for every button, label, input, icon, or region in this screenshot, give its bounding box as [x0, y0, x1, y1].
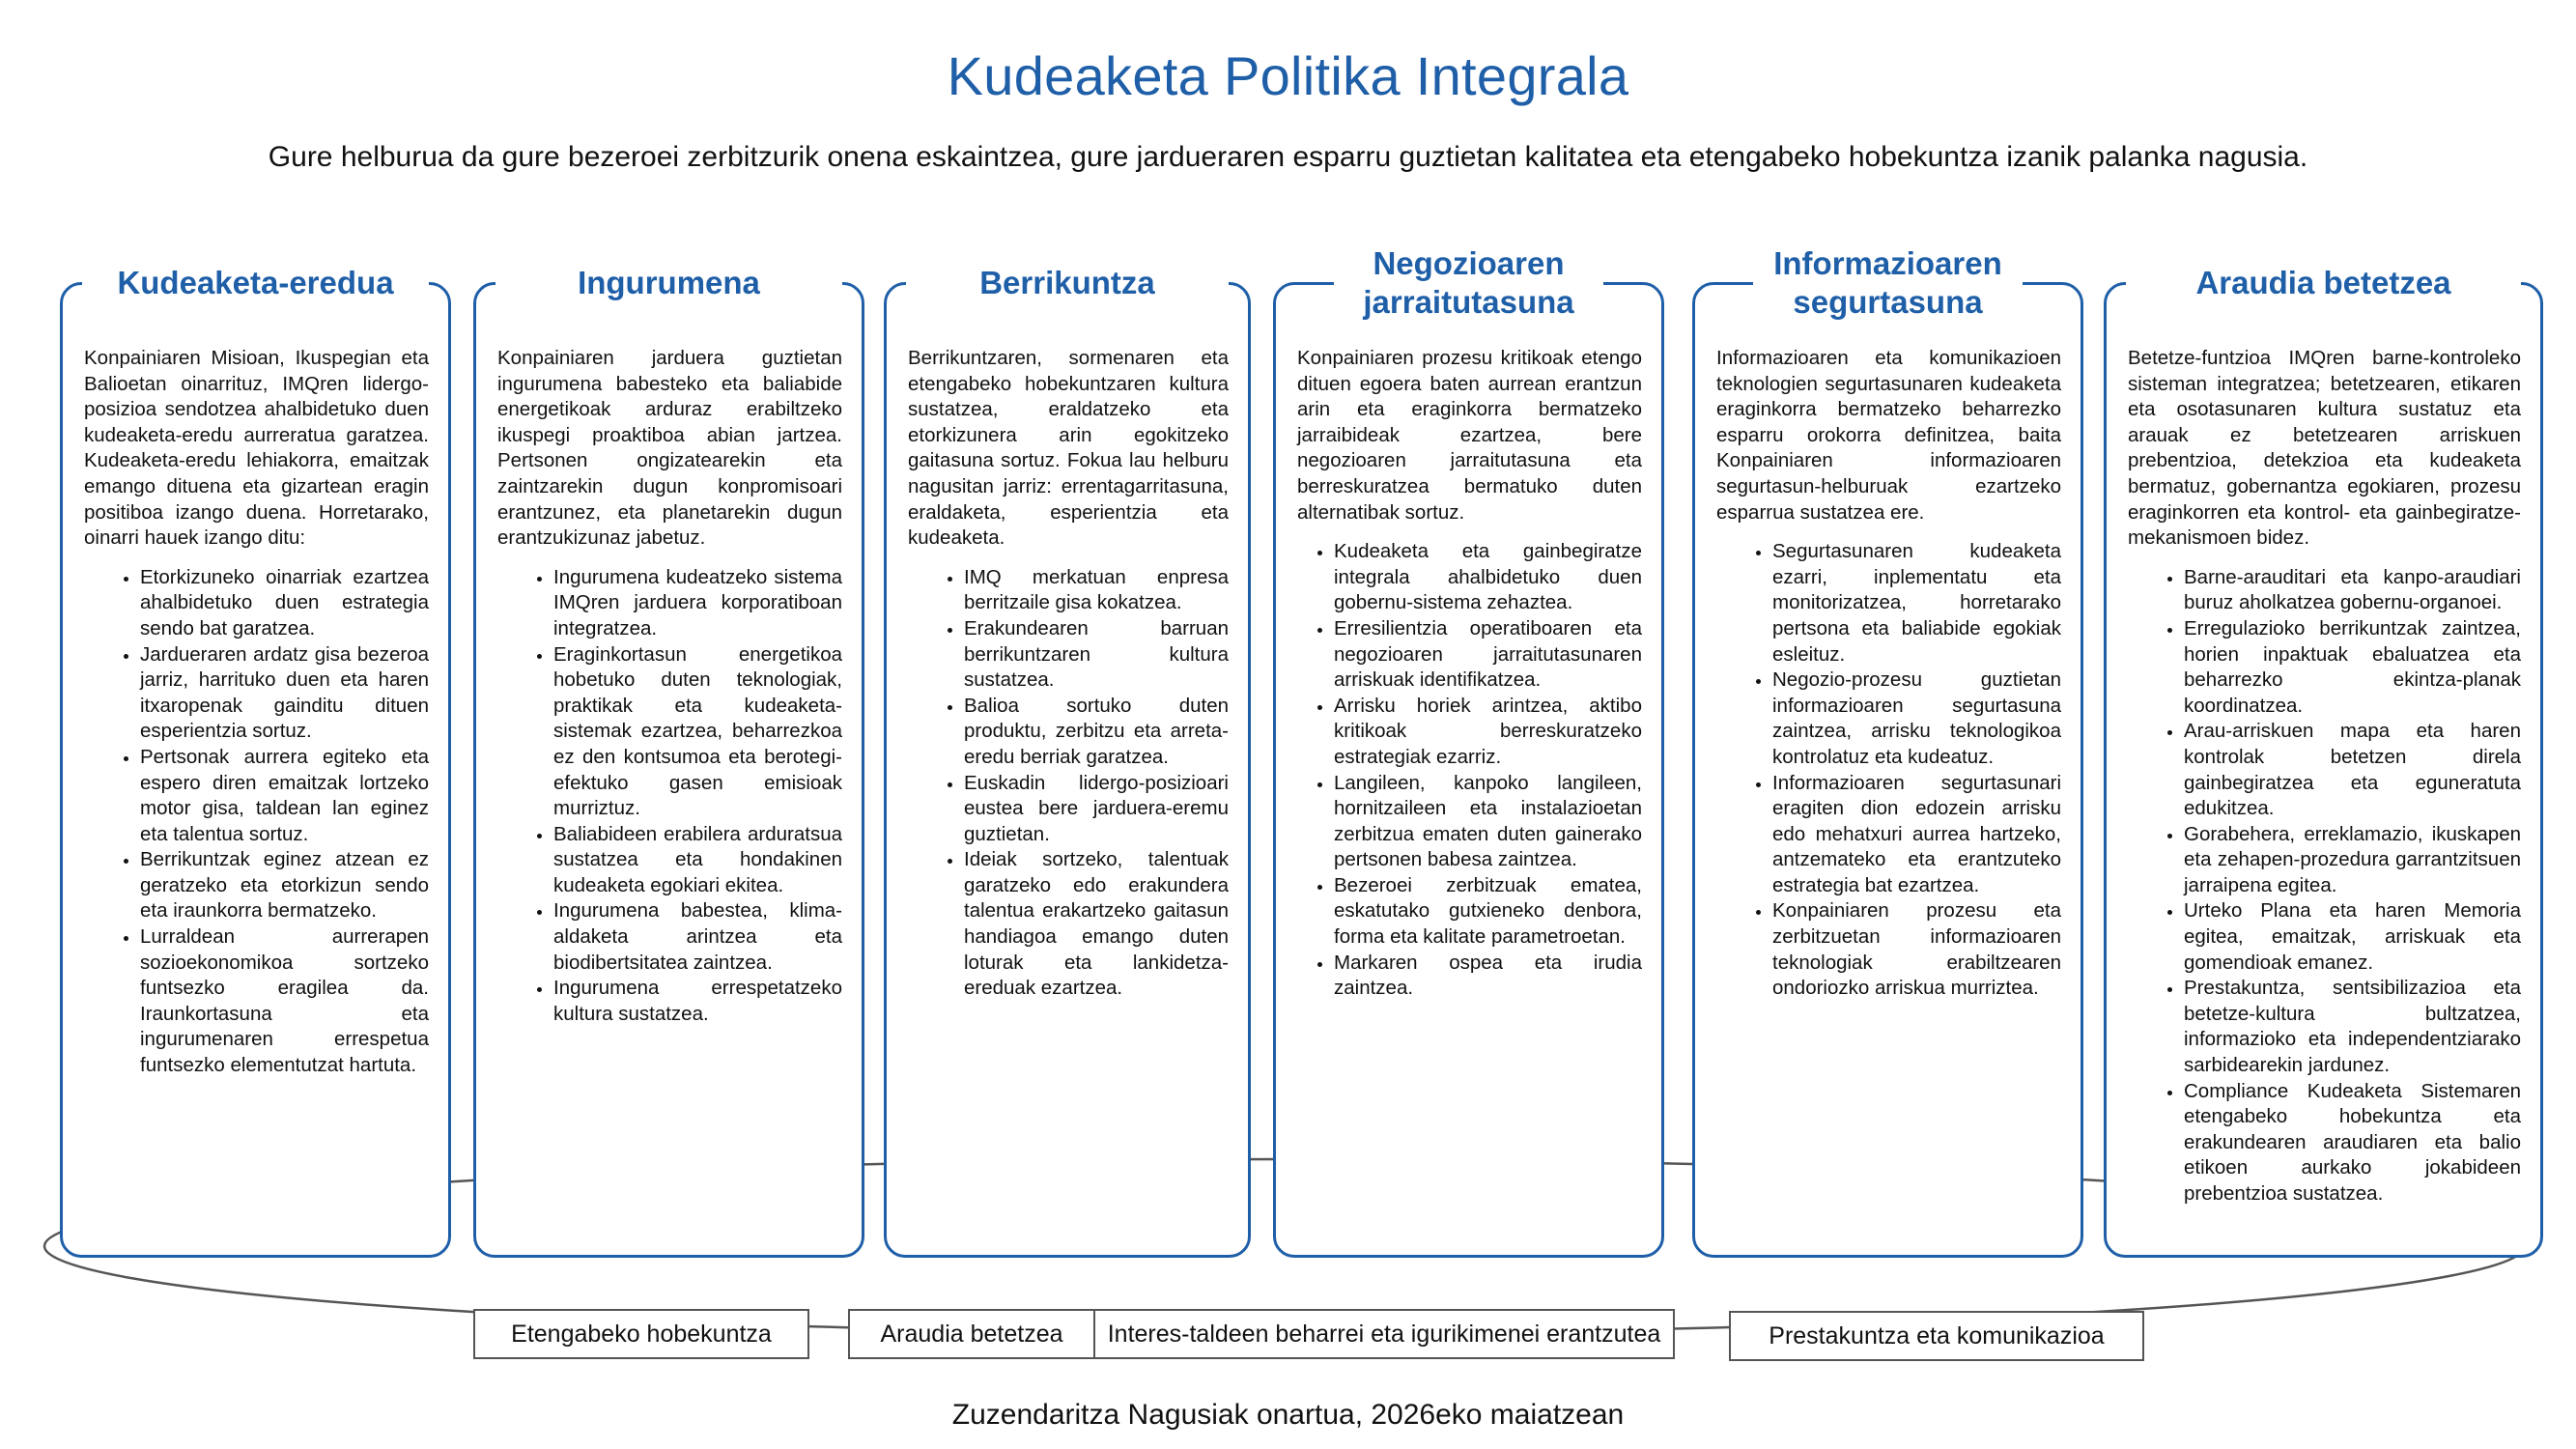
approval-footer: Zuzendaritza Nagusiak onartua, 2026eko maiatzean: [951, 1399, 1625, 1431]
column-kudeaketa-eredua: [60, 265, 451, 1258]
column-list: [1297, 539, 1642, 1002]
column-body: [908, 346, 1229, 1002]
list-item: • Barne-arauditari eta kanpo-araudiari buruz aholkatzea gobernu-organoei.: [2184, 565, 2521, 616]
list-item: • Euskadin lidergo-posizioari eustea bere jarduera-eremu guztietan.: [964, 771, 1229, 848]
column-ingurumena: [473, 265, 864, 1258]
column-heading: Berrikuntza: [906, 239, 1229, 327]
list-item: • Baliabideen erabilera arduratsua sustatzea eta hondakinen kudeaketa egokiari ekitea.: [553, 822, 842, 899]
list-item: • Segurtasunaren kudeaketa ezarri, inplementatu eta monitorizatzea, horretarako pertsona eta baliabide egokiak esleituz.: [1772, 539, 2061, 668]
column-intro: Berrikuntzaren, sormenaren eta etengabeko hobekuntzaren kultura sustatzea, eraldatzeko eta etorkizunera arin egokitzeko gaitasuna sortuz. Fokua lau helburu nagusitan jarriz: errentagarritasuna, eraldaketa, esperientzia eta kudeaketa.: [908, 347, 1229, 550]
principle-box-araudia-betetzea: Araudia betetzea: [848, 1309, 1095, 1359]
column-list: [1716, 539, 2061, 1002]
column-heading: Informazioaren segurtasuna: [1753, 239, 2023, 327]
column-intro: Informazioaren eta komunikazioen teknologien segurtasunaren kudeaketa eraginkorra bermatzeko beharrezko esparru orokorra definitzea, baita Konpainiaren informazioaren segurtasun-helburuak ezartzeko esparrua sustatzea ere.: [1716, 347, 2061, 524]
list-item: • Pertsonak aurrera egiteko eta espero diren emaitzak lortzeko motor gisa, taldean lan eginez eta talentua sortuz.: [140, 745, 429, 847]
list-item: • Ingurumena errespetatzeko kultura sustatzea.: [553, 976, 842, 1027]
list-item: • Ingurumena kudeatzeko sistema IMQren jarduera korporatiboan integratzea.: [553, 565, 842, 642]
list-item: • Erresilientzia operatiboaren eta negozioaren jarraitutasunaren arriskuak identifikatzea.: [1334, 616, 1642, 694]
list-item: • Eraginkortasun energetikoa hobetuko duten teknologiak, praktikak eta kudeaketa-sistemak ezartzea, beharrezkoa ez den kontsumoa eta berotegi-efektuko gasen emisioak murriztuz.: [553, 642, 842, 822]
list-item: • Berrikuntzak eginez atzean ez geratzeko eta etorkizun sendo eta iraunkorra bermatzeko.: [140, 847, 429, 924]
column-body: [84, 346, 429, 1079]
principle-box-interes-taldeak: Interes-taldeen beharrei eta igurikimenei erantzutea: [1093, 1309, 1675, 1359]
list-item: • Markaren ospea eta irudia zaintzea.: [1334, 951, 1642, 1002]
list-item: • Compliance Kudeaketa Sistemaren etengabeko hobekuntza eta erakundearen araudiaren eta balio etikoen aurkako jokabideen prebentzioa sustatzea.: [2184, 1079, 2521, 1208]
column-araudia-betetzea: [2104, 265, 2543, 1258]
list-item: • Informazioaren segurtasunari eragiten dion edozein arrisku edo mehatxuri aurrea hartzeko, antzemateko eta erantzuteko estrategia bat ezartzea.: [1772, 771, 2061, 899]
list-item: • Gorabehera, erreklamazio, ikuskapen eta zehapen-prozedura garrantzitsuen jarraipena egitea.: [2184, 822, 2521, 899]
list-item: • Balioa sortuko duten produktu, zerbitzu eta arreta-eredu berriak garatzea.: [964, 694, 1229, 771]
column-heading: Negozioaren jarraitutasuna: [1334, 239, 1603, 327]
column-heading: Ingurumena: [495, 239, 842, 327]
page-subtitle: Gure helburua da gure bezeroei zerbitzurik onena eskaintzea, gure jardueraren esparru guztietan kalitatea eta etengabeko hobekuntza izanik palanka nagusia.: [268, 141, 2308, 173]
principle-box-prestakuntza: Prestakuntza eta komunikazioa: [1729, 1311, 2144, 1361]
column-body: [1716, 346, 2061, 1002]
column-negozioaren-jarraitutasuna: [1273, 245, 1664, 1258]
list-item: • Konpainiaren prozesu eta zerbitzuetan informazioaren teknologiak erabiltzearen ondoriozko arriskua murriztea.: [1772, 898, 2061, 1001]
list-item: • Ideiak sortzeko, talentuak garatzeko edo erakundera talentua erakartzeko gaitasun handiagoa emango duten loturak eta lankidetza-ereduak ezartzea.: [964, 847, 1229, 1002]
column-heading: Kudeaketa-eredua: [82, 239, 429, 327]
list-item: • Prestakuntza, sentsibilizazioa eta betetze-kultura bultzatzea, informazioko eta independentziarako sarbidearekin jardunez.: [2184, 976, 2521, 1078]
list-item: • Etorkizuneko oinarriak ezartzea ahalbidetuko duen estrategia sendo bat garatzea.: [140, 565, 429, 642]
column-list: [84, 565, 429, 1079]
list-item: • Jarduerаren ardatz gisa bezeroa jarriz, harrituko duen eta haren itxaropenak gainditu dituen esperientzia sortuz.: [140, 642, 429, 745]
list-item: • Negozio-prozesu guztietan informazioaren segurtasuna zaintzea, arrisku teknologikoa kontrolatuz eta kudeatuz.: [1772, 668, 2061, 770]
column-heading: Araudia betetzea: [2126, 239, 2521, 327]
list-item: • Arau-arriskuen mapa eta haren kontrolak betetzen direla gainbegiratzea eta eguneratuta edukitzea.: [2184, 719, 2521, 821]
column-list: [908, 565, 1229, 1002]
list-item: • Lurraldean aurrerapen sozioekonomikoa sortzeko funtsezko eragilea da. Iraunkortasuna eta ingurumenaren errespetua funtsezko elementutzat hartuta.: [140, 924, 429, 1079]
column-list: [2128, 565, 2521, 1208]
column-intro: Konpainiaren Misioan, Ikuspegian eta Balioetan oinarrituz, IMQren lidergo-posizioa sendotzea ahalbidetuko duen kudeaketa-eredu aurreratua garatzea. Kudeaketa-eredu lehiakorra, emaitzak emango dituena eta gizartean eragin positiboa izango duena. Horretarako, oinarri hauek izango ditu:: [84, 347, 429, 550]
list-item: • Arrisku horiek arintzea, aktibo kritikoak berreskuratzeko estrategiak ezarriz.: [1334, 694, 1642, 771]
list-item: • Langileen, kanpoko langileen, hornitzaileen eta instalazioetan zerbitzua ematen duten gainerako pertsonen babesa zaintzea.: [1334, 771, 1642, 873]
column-informazioaren-segurtasuna: [1692, 245, 2083, 1258]
column-berrikuntza: [884, 265, 1251, 1258]
column-list: [497, 565, 842, 1028]
list-item: • Erregulazioko berrikuntzak zaintzea, horien inpaktuak ebaluatzea eta beharrezko ekintza-planak koordinatzea.: [2184, 616, 2521, 719]
column-body: [497, 346, 842, 1027]
principle-box-etengabeko-hobekuntza: Etengabeko hobekuntza: [473, 1309, 809, 1359]
column-body: [2128, 346, 2521, 1208]
column-intro: Konpainiaren prozesu kritikoak etengo dituen egoera baten aurrean erantzun arin eta eraginkorra bermatzeko jarraibideak ezartzea, bere negozioaren jarraitutasuna eta berreskuratzea bermatuko duten alternatibak sortuz.: [1297, 347, 1642, 524]
column-intro: Konpainiaren jarduera guztietan ingurumena babesteko eta baliabide energetikoak arduraz erabiltzeko ikuspegi proaktiboa abian jartzea. Pertsonen ongizatearekin eta zaintzarekin dugun konpromisoari erantzunez, eta planetarekin dugun erantzukizunaz jabetuz.: [497, 347, 842, 550]
page-title: Kudeaketa Politika Integrala: [947, 45, 1629, 106]
list-item: • Ingurumena babestea, klima-aldaketa arintzea eta biodibertsitatea zaintzea.: [553, 898, 842, 976]
list-item: • Kudeaketa eta gainbegiratze integrala ahalbidetuko duen gobernu-sistema zehaztea.: [1334, 539, 1642, 616]
list-item: • Erakundearen barruan berrikuntzaren kultura sustatzea.: [964, 616, 1229, 694]
list-item: • Bezeroei zerbitzuak ematea, eskatutako gutxieneko denbora, forma eta kalitate parametroetan.: [1334, 873, 1642, 951]
column-intro: Betetze-funtzioa IMQren barne-kontroleko sisteman integratzea; betetzearen, etikaren eta osotasunaren kultura sustatuz eta arauak ez betetzearen arriskuen prebentzioa, detekzioa eta kudeaketa bermatuz, gobernantza egokiaren, prozesu eraginkorren eta kontrol- eta gainbegiratze-mekanismoen bidez.: [2128, 347, 2521, 550]
column-body: [1297, 346, 1642, 1002]
list-item: • Urteko Plana eta haren Memoria egitea, emaitzak, arriskuak eta gomendioak emanez.: [2184, 898, 2521, 976]
list-item: • IMQ merkatuan enpresa berritzaile gisa kokatzea.: [964, 565, 1229, 616]
